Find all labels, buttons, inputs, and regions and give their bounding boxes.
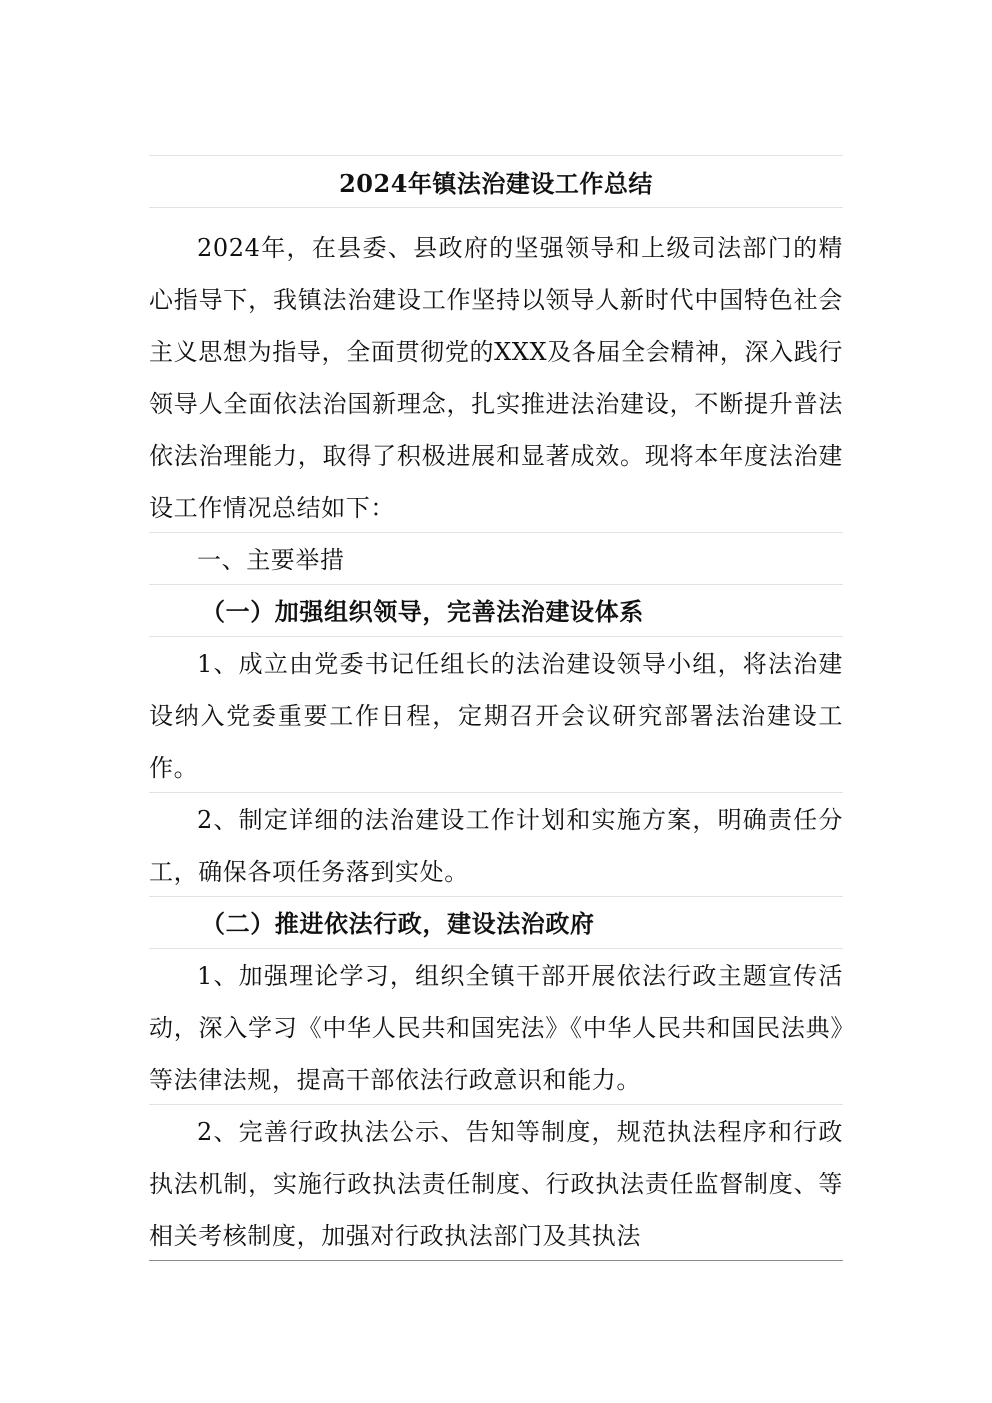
intro-paragraph: 2024年，在县委、县政府的坚强领导和上级司法部门的精心指导下，我镇法治建设工作坚持以领导人新时代中国特色社会主义思想为指导，全面贯彻党的XXX及各届全会精神，深入践行领导人全面依法治国新理念，扎实推进法治建设，不断提升普法依法治理能力，取得了积极进展和显著成效。现将本年度法治建设工作情况总结如下： — [149, 234, 843, 522]
section-rule — [149, 584, 843, 585]
subsection-rule-2 — [149, 948, 843, 949]
document-title: 2024年镇法治建设工作总结 — [339, 169, 653, 198]
paragraph-rule-2-1 — [149, 1104, 843, 1105]
subsection-rule-1 — [149, 636, 843, 637]
paragraph-2-1: 1、加强理论学习，组织全镇干部开展依法行政主题宣传活动，深入学习《中华人民共和国宪法》《中华人民共和国民法典》等法律法规，提高干部依法行政意识和能力。 — [149, 962, 843, 1094]
intro-rule — [149, 532, 843, 533]
page-bottom-rule — [149, 1260, 843, 1261]
subsection-heading-1: （一）加强组织领导，完善法治建设体系 — [201, 597, 644, 626]
subsection-heading-2: （二）推进依法行政，建设法治政府 — [201, 909, 595, 938]
section-heading: 一、主要举措 — [197, 546, 345, 574]
paragraph-1-2: 2、制定详细的法治建设工作计划和实施方案，明确责任分工，确保各项任务落到实处。 — [149, 806, 843, 886]
title-rule — [149, 207, 843, 208]
top-rule — [149, 155, 843, 156]
paragraph-1-1: 1、成立由党委书记任组长的法治建设领导小组，将法治建设纳入党委重要工作日程，定期召开会议研究部署法治建设工作。 — [149, 650, 843, 782]
paragraph-rule-1-1 — [149, 792, 843, 793]
paragraph-2-2: 2、完善行政执法公示、告知等制度，规范执法程序和行政执法机制，实施行政执法责任制度、行政执法责任监督制度、等相关考核制度，加强对行政执法部门及其执法 — [149, 1118, 843, 1250]
paragraph-rule-1-2 — [149, 896, 843, 897]
